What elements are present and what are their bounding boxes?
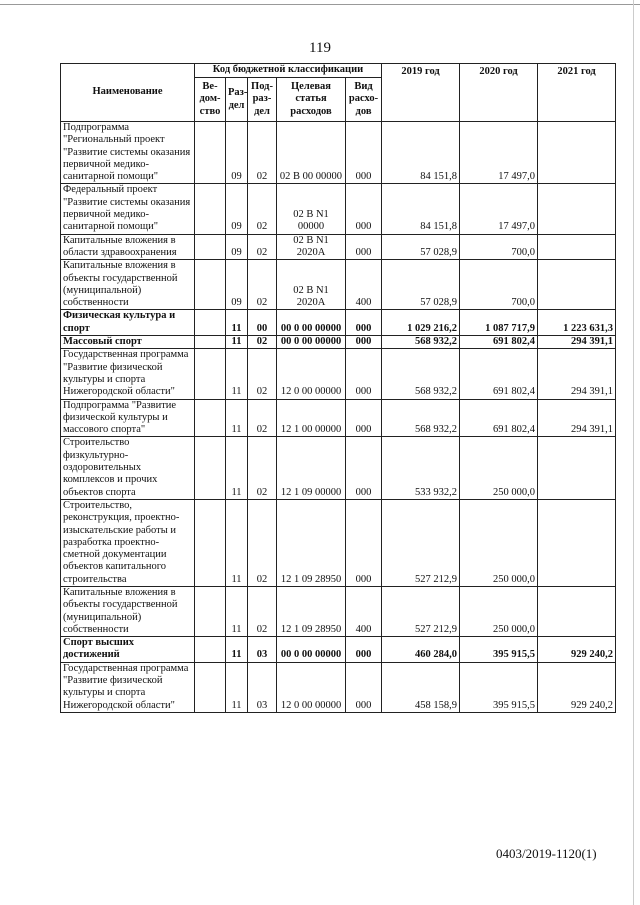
row-2021: 929 240,2 (538, 637, 616, 663)
header-podrazdel: Под-раз-дел (248, 78, 277, 122)
row-vid: 000 (346, 336, 382, 349)
row-2019: 568 932,2 (382, 349, 460, 399)
header-2020: 2020 год (460, 64, 538, 122)
row-razdel: 11 (226, 336, 248, 349)
table-row (61, 349, 616, 399)
row-name: Физическая культура и спорт (61, 310, 195, 336)
row-vid: 000 (346, 184, 382, 234)
row-2021: 294 391,1 (538, 336, 616, 349)
row-razdel: 09 (226, 122, 248, 184)
row-vedomstvo (195, 586, 226, 636)
row-2019: 458 158,9 (382, 662, 460, 712)
row-podrazdel: 02 (248, 260, 277, 310)
row-2021 (538, 234, 616, 260)
table-row (61, 499, 616, 586)
row-2021 (538, 499, 616, 586)
table-row (61, 662, 616, 712)
row-vid: 000 (346, 310, 382, 336)
row-razdel: 11 (226, 637, 248, 663)
row-tselevaya: 02 В N1 2020А (277, 260, 346, 310)
row-vedomstvo (195, 336, 226, 349)
row-vedomstvo (195, 349, 226, 399)
row-vedomstvo (195, 437, 226, 499)
header-2019: 2019 год (382, 64, 460, 122)
row-name: Строительство, реконструкция, проектно-изыскательские работы и разработка проектно-сметной документации объектов капитального строительства (61, 499, 195, 586)
table-row (61, 586, 616, 636)
row-name: Федеральный проект "Развитие системы оказания первичной медико-санитарной помощи" (61, 184, 195, 234)
row-vid: 000 (346, 349, 382, 399)
row-2020: 700,0 (460, 234, 538, 260)
row-name: Государственная программа "Развитие физической культуры и спорта Нижегородской области" (61, 349, 195, 399)
document-code: 0403/2019-1120(1) (496, 846, 597, 861)
row-razdel: 11 (226, 662, 248, 712)
row-name: Спорт высших достижений (61, 637, 195, 663)
row-name: Капитальные вложения в области здравоохранения (61, 234, 195, 260)
table-row (61, 122, 616, 184)
row-2021 (538, 260, 616, 310)
row-vedomstvo (195, 184, 226, 234)
row-name: Подпрограмма "Региональный проект "Развитие системы оказания первичной медико-санитарной помощи" (61, 122, 195, 184)
row-vedomstvo (195, 310, 226, 336)
table-row (61, 184, 616, 234)
row-name: Государственная программа "Развитие физической культуры и спорта Нижегородской области" (61, 662, 195, 712)
row-2020: 17 497,0 (460, 122, 538, 184)
row-2019: 460 284,0 (382, 637, 460, 663)
row-vid: 000 (346, 234, 382, 260)
row-podrazdel: 02 (248, 184, 277, 234)
row-2021 (538, 437, 616, 499)
row-vid: 000 (346, 437, 382, 499)
row-2021: 294 391,1 (538, 349, 616, 399)
row-podrazdel: 03 (248, 662, 277, 712)
row-2021 (538, 184, 616, 234)
table-row (61, 399, 616, 437)
row-2019: 568 932,2 (382, 336, 460, 349)
row-vedomstvo (195, 234, 226, 260)
row-podrazdel: 02 (248, 349, 277, 399)
row-razdel: 11 (226, 310, 248, 336)
row-name: Строительство физкультурно-оздоровительных комплексов и прочих объектов спорта (61, 437, 195, 499)
row-name: Массовый спорт (61, 336, 195, 349)
table-row (61, 310, 616, 336)
row-2020: 250 000,0 (460, 499, 538, 586)
row-razdel: 11 (226, 349, 248, 399)
row-tselevaya: 02 В N1 00000 (277, 184, 346, 234)
row-2020: 17 497,0 (460, 184, 538, 234)
row-vid: 000 (346, 637, 382, 663)
row-2019: 84 151,8 (382, 122, 460, 184)
row-razdel: 09 (226, 260, 248, 310)
row-2020: 691 802,4 (460, 399, 538, 437)
row-vid: 400 (346, 586, 382, 636)
row-tselevaya: 00 0 00 00000 (277, 637, 346, 663)
row-vid: 000 (346, 662, 382, 712)
row-tselevaya: 12 0 00 00000 (277, 662, 346, 712)
row-vedomstvo (195, 499, 226, 586)
row-2020: 395 915,5 (460, 637, 538, 663)
row-2019: 57 028,9 (382, 260, 460, 310)
table-row (61, 234, 616, 260)
row-tselevaya: 12 1 00 00000 (277, 399, 346, 437)
table-row (61, 336, 616, 349)
scan-edge-line (633, 0, 634, 905)
row-podrazdel: 02 (248, 234, 277, 260)
scan-border-line (0, 4, 640, 5)
table-row (61, 260, 616, 310)
row-2021: 929 240,2 (538, 662, 616, 712)
row-tselevaya: 12 1 09 28950 (277, 499, 346, 586)
row-2019: 533 932,2 (382, 437, 460, 499)
row-podrazdel: 00 (248, 310, 277, 336)
row-vid: 000 (346, 122, 382, 184)
header-name: Наименование (61, 64, 195, 122)
row-podrazdel: 02 (248, 586, 277, 636)
row-2021: 1 223 631,3 (538, 310, 616, 336)
row-razdel: 11 (226, 399, 248, 437)
row-vedomstvo (195, 122, 226, 184)
budget-table (60, 63, 616, 713)
table-header (61, 64, 616, 122)
row-podrazdel: 02 (248, 437, 277, 499)
header-vedomstvo: Ве-дом-ство (195, 78, 226, 122)
row-razdel: 09 (226, 184, 248, 234)
header-vid: Вид расхо-дов (346, 78, 382, 122)
row-vedomstvo (195, 662, 226, 712)
row-name: Капитальные вложения в объекты государственной (муниципальной) собственности (61, 260, 195, 310)
row-tselevaya: 00 0 00 00000 (277, 336, 346, 349)
row-2020: 1 087 717,9 (460, 310, 538, 336)
row-2019: 527 212,9 (382, 499, 460, 586)
row-2021: 294 391,1 (538, 399, 616, 437)
row-vid: 000 (346, 499, 382, 586)
row-2019: 84 151,8 (382, 184, 460, 234)
table-body (61, 122, 616, 713)
row-2021 (538, 122, 616, 184)
row-2021 (538, 586, 616, 636)
row-tselevaya: 12 0 00 00000 (277, 349, 346, 399)
row-podrazdel: 02 (248, 499, 277, 586)
page-number: 119 (309, 40, 331, 56)
row-razdel: 09 (226, 234, 248, 260)
row-podrazdel: 02 (248, 122, 277, 184)
row-tselevaya: 12 1 09 28950 (277, 586, 346, 636)
row-vedomstvo (195, 637, 226, 663)
table-row (61, 437, 616, 499)
row-podrazdel: 02 (248, 336, 277, 349)
row-2020: 395 915,5 (460, 662, 538, 712)
row-2020: 700,0 (460, 260, 538, 310)
row-podrazdel: 03 (248, 637, 277, 663)
row-2020: 691 802,4 (460, 349, 538, 399)
header-tselevaya: Целевая статья расходов (277, 78, 346, 122)
row-vid: 000 (346, 399, 382, 437)
table-row (61, 637, 616, 663)
row-podrazdel: 02 (248, 399, 277, 437)
row-2019: 568 932,2 (382, 399, 460, 437)
row-2019: 527 212,9 (382, 586, 460, 636)
row-razdel: 11 (226, 437, 248, 499)
header-razdel: Раз-дел (226, 78, 248, 122)
row-2020: 250 000,0 (460, 437, 538, 499)
row-razdel: 11 (226, 586, 248, 636)
row-2019: 1 029 216,2 (382, 310, 460, 336)
row-name: Капитальные вложения в объекты государственной (муниципальной) собственности (61, 586, 195, 636)
row-tselevaya: 12 1 09 00000 (277, 437, 346, 499)
row-name: Подпрограмма "Развитие физической культуры и массового спорта" (61, 399, 195, 437)
row-tselevaya: 00 0 00 00000 (277, 310, 346, 336)
row-2020: 250 000,0 (460, 586, 538, 636)
header-kbk: Код бюджетной классификации (195, 64, 382, 78)
row-razdel: 11 (226, 499, 248, 586)
row-2020: 691 802,4 (460, 336, 538, 349)
row-tselevaya: 02 В 00 00000 (277, 122, 346, 184)
row-vid: 400 (346, 260, 382, 310)
row-vedomstvo (195, 399, 226, 437)
row-2019: 57 028,9 (382, 234, 460, 260)
row-tselevaya: 02 В N1 2020А (277, 234, 346, 260)
row-vedomstvo (195, 260, 226, 310)
header-2021: 2021 год (538, 64, 616, 122)
